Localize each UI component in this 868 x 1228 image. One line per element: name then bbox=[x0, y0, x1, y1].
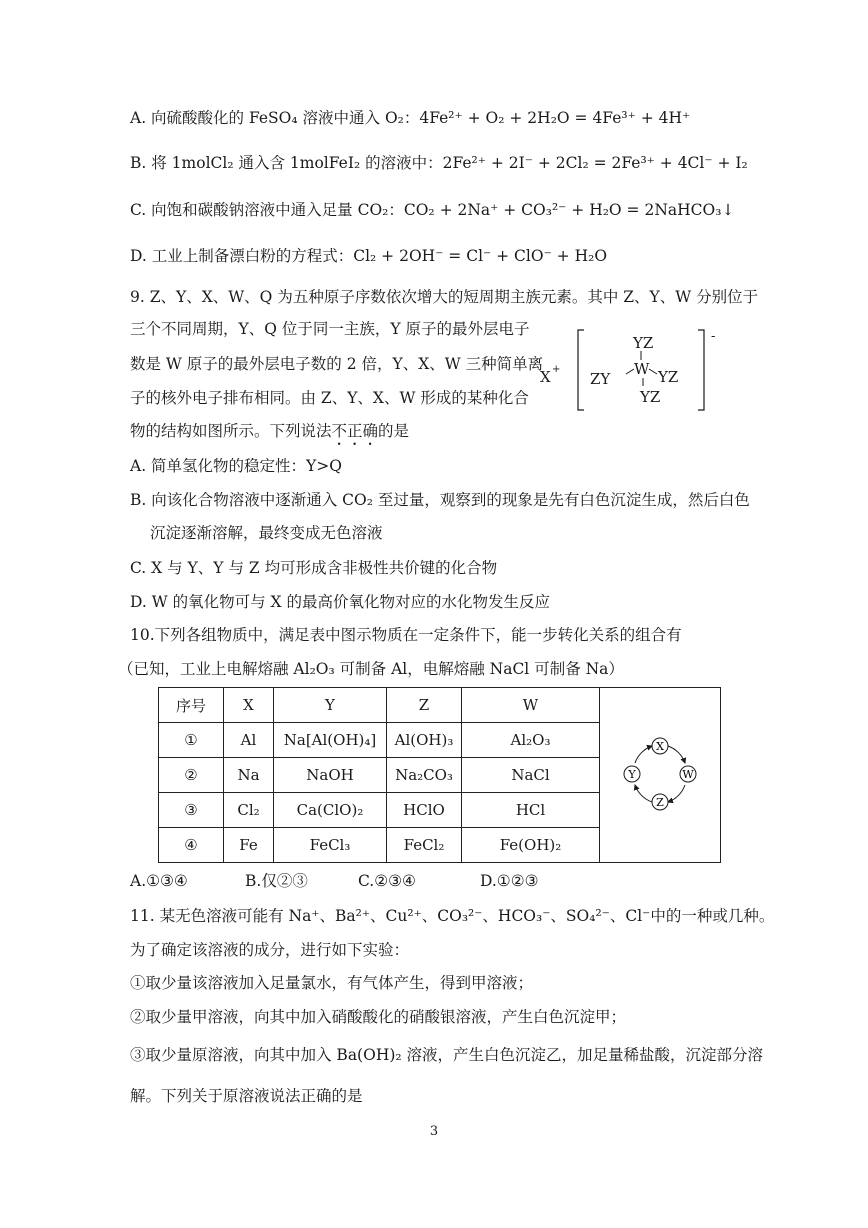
header-cell: W bbox=[462, 688, 600, 723]
table-cell: Cl₂ bbox=[224, 793, 274, 828]
bond-right bbox=[649, 369, 657, 374]
q9-stem-line2: 三个不同周期，Y、Q 位于同一主族，Y 原子的最外层电子 bbox=[130, 320, 530, 338]
structure-bottom-group: YZ bbox=[640, 388, 661, 406]
structure-right-group: YZ bbox=[658, 368, 679, 386]
q10-table bbox=[158, 687, 721, 863]
node-z-label: Z bbox=[656, 796, 664, 809]
structure-anion-charge: - bbox=[711, 329, 716, 344]
table-cell: ① bbox=[159, 723, 224, 758]
q8-option-d: D. 工业上制备漂白粉的方程式：Cl₂ + 2OH⁻ = Cl⁻ + ClO⁻ + H₂O bbox=[130, 247, 608, 265]
conversion-diagram-cell bbox=[600, 688, 721, 863]
header-cell: Z bbox=[387, 688, 462, 723]
q9-structure-figure bbox=[530, 322, 730, 414]
arrow-x-to-w bbox=[668, 746, 685, 763]
header-cell: 序号 bbox=[159, 688, 224, 723]
table-cell: NaCl bbox=[462, 758, 600, 793]
q9-stem-line4: 子的核外电子排布相同。由 Z、Y、X、W 形成的某种化合 bbox=[130, 389, 529, 407]
q11-stem-line2: 为了确定该溶液的成分，进行如下实验： bbox=[130, 941, 410, 959]
q9-option-a: A. 简单氢化物的稳定性：Y>Q bbox=[130, 457, 342, 475]
q10-option-c: C.②③④ bbox=[358, 872, 416, 890]
table-cell: HCl bbox=[462, 793, 600, 828]
q9-stem-prefix: 物的结构如图所示。下列说法 bbox=[130, 422, 332, 440]
q11-step1: ①取少量该溶液加入足量氯水，有气体产生，得到甲溶液； bbox=[130, 974, 534, 992]
table-cell: NaOH bbox=[274, 758, 387, 793]
table-cell: ④ bbox=[159, 828, 224, 863]
q9-option-b-line2: 沉淀逐渐溶解，最终变成无色溶液 bbox=[150, 524, 383, 542]
structure-top-group: YZ bbox=[633, 334, 654, 352]
q9-stem-line3: 数是 W 原子的最外层电子数的 2 倍，Y、X、W 三种简单离 bbox=[130, 355, 544, 373]
table-cell: Ca(ClO)₂ bbox=[274, 793, 387, 828]
structure-left-group: ZY bbox=[590, 370, 611, 388]
q11-step2: ②取少量甲溶液，向其中加入硝酸酸化的硝酸银溶液，产生白色沉淀甲； bbox=[130, 1008, 627, 1026]
table-cell: Al(OH)₃ bbox=[387, 723, 462, 758]
left-bracket bbox=[578, 330, 584, 410]
table-header-row bbox=[159, 688, 721, 723]
table-cell: Na bbox=[224, 758, 274, 793]
table-cell: Na₂CO₃ bbox=[387, 758, 462, 793]
q9-option-d: D. W 的氧化物可与 X 的最高价氧化物对应的水化物发生反应 bbox=[130, 593, 550, 611]
q10-stem: 10.下列各组物质中，满足表中图示物质在一定条件下，能一步转化关系的组合有 bbox=[130, 626, 682, 644]
q9-stem-suffix: 的是 bbox=[378, 422, 410, 440]
q9-stem-line1: 9. Z、Y、X、W、Q 为五种原子序数依次增大的短周期主族元素。其中 Z、Y、W 分别位于 bbox=[130, 288, 759, 306]
table-cell: Fe bbox=[224, 828, 274, 863]
q8-option-a: A. 向硫酸酸化的 FeSO₄ 溶液中通入 O₂：4Fe²⁺ + O₂ + 2H₂O = 4Fe³⁺ + 4H⁺ bbox=[130, 109, 691, 127]
table-cell: FeCl₂ bbox=[387, 828, 462, 863]
q11-question: 解。下列关于原溶液说法正确的是 bbox=[130, 1087, 363, 1105]
q9-option-c: C. X 与 Y、Y 与 Z 均可形成含非极性共价键的化合物 bbox=[130, 559, 498, 577]
table-cell: Na[Al(OH)₄] bbox=[274, 723, 387, 758]
q11-step3: ③取少量原溶液，向其中加入 Ba(OH)₂ 溶液，产生白色沉淀乙，加足量稀盐酸，沉淀部分溶 bbox=[130, 1046, 764, 1064]
structure-center-atom: W bbox=[634, 360, 650, 378]
table-cell: Al bbox=[224, 723, 274, 758]
table-cell: HClO bbox=[387, 793, 462, 828]
table-cell: ② bbox=[159, 758, 224, 793]
page-number: 3 bbox=[429, 1124, 439, 1139]
table-cell: FeCl₃ bbox=[274, 828, 387, 863]
node-w-label: W bbox=[682, 768, 694, 781]
table-cell: Al₂O₃ bbox=[462, 723, 600, 758]
q9-emphasis-not-correct: 不正确 bbox=[331, 422, 379, 440]
q9-stem-line5 bbox=[130, 420, 409, 449]
node-x-label: X bbox=[656, 740, 664, 753]
node-y-label: Y bbox=[628, 768, 636, 781]
table-cell: ③ bbox=[159, 793, 224, 828]
q10-option-d: D.①②③ bbox=[480, 872, 539, 890]
table-cell: Fe(OH)₂ bbox=[462, 828, 600, 863]
bond-left bbox=[626, 369, 634, 374]
structure-cation-charge: + bbox=[552, 364, 561, 375]
q8-option-c: C. 向饱和碳酸钠溶液中通入足量 CO₂：CO₂ + 2Na⁺ + CO₃²⁻ + H₂O = 2NaHCO₃↓ bbox=[130, 201, 735, 219]
q10-option-b: B.仅②③ bbox=[245, 872, 308, 890]
arrow-z-to-y bbox=[635, 785, 652, 802]
structure-cation: X bbox=[540, 368, 551, 386]
right-bracket bbox=[698, 330, 704, 410]
header-cell: Y bbox=[274, 688, 387, 723]
q11-stem-line1: 11. 某无色溶液可能有 Na⁺、Ba²⁺、Cu²⁺、CO₃²⁻、HCO₃⁻、SO₄²⁻、Cl⁻中的一种或几种。 bbox=[130, 907, 775, 925]
arrow-w-to-z bbox=[668, 785, 685, 802]
q9-option-b-line1: B. 向该化合物溶液中逐渐通入 CO₂ 至过量，观察到的现象是先有白色沉淀生成，然后白色 bbox=[130, 491, 750, 509]
header-cell: X bbox=[224, 688, 274, 723]
arrow-y-to-x bbox=[635, 746, 652, 763]
q10-option-a: A.①③④ bbox=[130, 872, 188, 890]
q8-option-b: B. 将 1molCl₂ 通入含 1molFeI₂ 的溶液中：2Fe²⁺ + 2I⁻ + 2Cl₂ = 2Fe³⁺ + 4Cl⁻ + I₂ bbox=[130, 154, 748, 172]
conversion-cycle-diagram bbox=[600, 688, 720, 858]
q10-note: （已知，工业上电解熔融 Al₂O₃ 可制备 Al，电解熔融 NaCl 可制备 Na） bbox=[118, 660, 624, 678]
